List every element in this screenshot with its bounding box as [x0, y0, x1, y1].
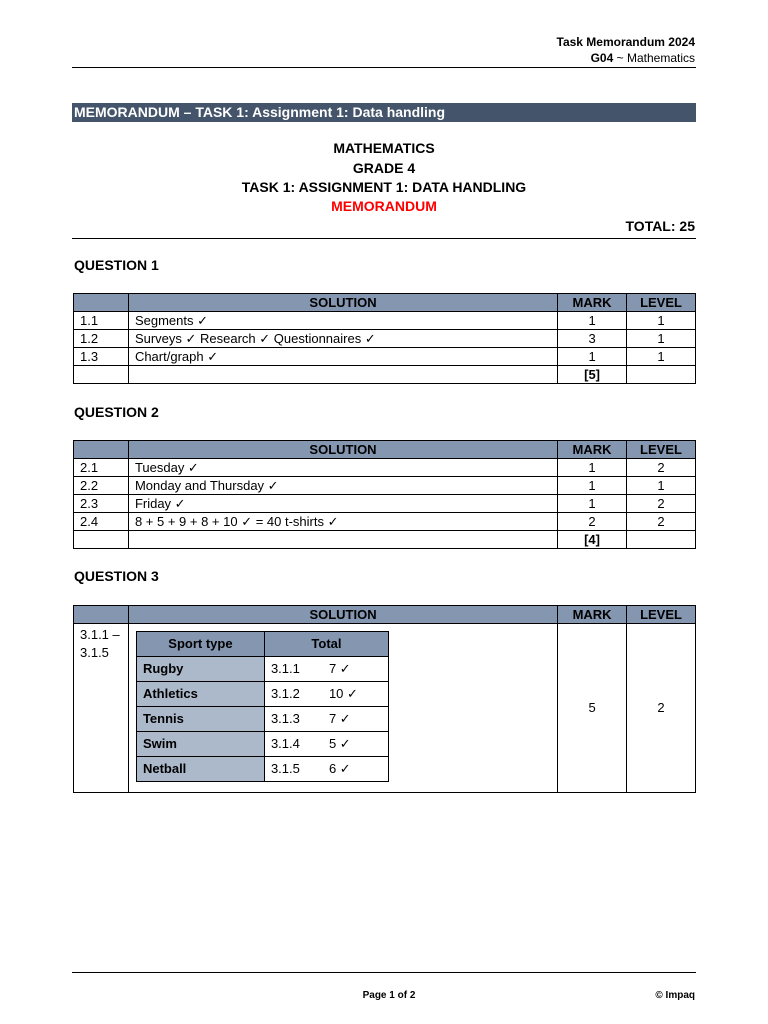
sport-ref: 3.1.1	[270, 661, 300, 676]
solution-header: SOLUTION	[128, 294, 557, 312]
table-header-row	[74, 294, 696, 312]
mark-cell: 1	[558, 459, 627, 477]
sport-name: Athletics	[136, 682, 264, 707]
solution-cell	[128, 624, 557, 793]
mark-cell: 3	[558, 330, 627, 348]
sport-total	[264, 682, 388, 707]
sport-value: 6 ✓	[328, 761, 351, 776]
question-3-title: QUESTION 3	[74, 568, 159, 584]
title-grade: GRADE 4	[352, 160, 416, 176]
title-memorandum: MEMORANDUM	[331, 198, 437, 214]
table-row	[74, 513, 696, 531]
header-subject-name: Mathematics	[626, 51, 695, 65]
solution-cell: Chart/graph ✓	[128, 348, 557, 366]
empty-cell	[74, 531, 129, 549]
empty-cell	[627, 531, 696, 549]
level-header: LEVEL	[627, 294, 696, 312]
empty-cell	[128, 366, 557, 384]
solution-header: SOLUTION	[128, 606, 557, 624]
solution-cell: Segments ✓	[128, 312, 557, 330]
header-subject-code: G04	[590, 51, 614, 65]
page-number: Page 1 of 2	[362, 990, 416, 1001]
solution-cell: Monday and Thursday ✓	[128, 477, 557, 495]
mark-cell: 2	[558, 513, 627, 531]
mark-cell: 1	[558, 495, 627, 513]
total-header: Total	[264, 632, 388, 657]
level-cell: 2	[627, 459, 696, 477]
mark-header: MARK	[558, 441, 627, 459]
level-header: LEVEL	[627, 441, 696, 459]
subtotal-row	[74, 366, 696, 384]
sport-name: Tennis	[136, 707, 264, 732]
sport-name: Netball	[136, 757, 264, 782]
sport-ref: 3.1.3	[270, 711, 300, 726]
question-3-table	[73, 605, 696, 793]
sport-ref: 3.1.5	[270, 761, 300, 776]
question-number-line1: 3.1.1 –	[80, 627, 120, 642]
table-row	[74, 348, 696, 366]
sport-ref: 3.1.4	[270, 736, 300, 751]
solution-header: SOLUTION	[128, 441, 557, 459]
sport-total	[264, 732, 388, 757]
level-cell: 1	[627, 330, 696, 348]
sport-ref: 3.1.2	[270, 686, 300, 701]
sport-name: Swim	[136, 732, 264, 757]
level-cell: 2	[627, 624, 696, 793]
total-marks: TOTAL: 25	[625, 218, 695, 234]
sport-row	[136, 757, 388, 782]
level-header: LEVEL	[627, 606, 696, 624]
table-row	[74, 459, 696, 477]
sport-value: 7 ✓	[328, 661, 351, 676]
header-title: Task Memorandum 2024	[556, 35, 695, 49]
subtotal-row	[74, 531, 696, 549]
question-number: 2.3	[74, 495, 129, 513]
sport-total	[264, 657, 388, 682]
header-subject-sep: ~	[613, 51, 627, 65]
table-row	[74, 495, 696, 513]
inner-header-row	[136, 632, 388, 657]
sport-row	[136, 657, 388, 682]
table-row	[74, 477, 696, 495]
sport-value: 7 ✓	[328, 711, 351, 726]
question-number: 1.2	[74, 330, 129, 348]
level-cell: 2	[627, 513, 696, 531]
table-row	[74, 312, 696, 330]
sport-value: 5 ✓	[328, 736, 351, 751]
mark-header: MARK	[558, 606, 627, 624]
subtotal-cell: [5]	[558, 366, 627, 384]
solution-cell: Friday ✓	[128, 495, 557, 513]
question-number-line2: 3.1.5	[80, 645, 109, 660]
mark-header: MARK	[558, 294, 627, 312]
level-cell: 1	[627, 348, 696, 366]
empty-cell	[74, 366, 129, 384]
sport-total	[264, 757, 388, 782]
sport-row	[136, 732, 388, 757]
question-1-title: QUESTION 1	[74, 257, 159, 273]
title-divider	[72, 238, 696, 239]
mark-cell: 1	[558, 477, 627, 495]
question-1-table	[73, 293, 696, 384]
num-header	[74, 606, 129, 624]
level-cell: 2	[627, 495, 696, 513]
sport-total	[264, 707, 388, 732]
question-number: 1.3	[74, 348, 129, 366]
copyright: © Impaq	[655, 990, 695, 1001]
level-cell: 1	[627, 312, 696, 330]
table-row	[74, 624, 696, 793]
solution-cell: 8 + 5 + 9 + 8 + 10 ✓ = 40 t-shirts ✓	[128, 513, 557, 531]
num-header	[74, 294, 129, 312]
question-number: 2.1	[74, 459, 129, 477]
doc-header	[557, 34, 696, 66]
table-header-row	[74, 441, 696, 459]
sport-name: Rugby	[136, 657, 264, 682]
question-number: 1.1	[74, 312, 129, 330]
mark-cell: 1	[558, 348, 627, 366]
num-header	[74, 441, 129, 459]
question-number: 2.2	[74, 477, 129, 495]
table-row	[74, 330, 696, 348]
question-2-title: QUESTION 2	[74, 404, 159, 420]
question-number: 2.4	[74, 513, 129, 531]
empty-cell	[128, 531, 557, 549]
table-header-row	[74, 606, 696, 624]
mark-cell: 5	[558, 624, 627, 793]
question-number	[74, 624, 129, 793]
empty-cell	[627, 366, 696, 384]
sport-totals-table	[136, 631, 389, 782]
solution-cell: Tuesday ✓	[128, 459, 557, 477]
footer-divider	[72, 972, 696, 973]
sport-row	[136, 682, 388, 707]
subtotal-cell: [4]	[558, 531, 627, 549]
title-task: TASK 1: ASSIGNMENT 1: DATA HANDLING	[241, 179, 527, 195]
sport-type-header: Sport type	[136, 632, 264, 657]
section-banner: MEMORANDUM – TASK 1: Assignment 1: Data handling	[72, 103, 696, 122]
solution-cell: Surveys ✓ Research ✓ Questionnaires ✓	[128, 330, 557, 348]
header-subject	[557, 50, 696, 66]
sport-value: 10 ✓	[328, 686, 358, 701]
question-2-table	[73, 440, 696, 549]
mark-cell: 1	[558, 312, 627, 330]
title-subject: MATHEMATICS	[333, 140, 435, 156]
sport-row	[136, 707, 388, 732]
header-divider	[72, 67, 696, 68]
level-cell: 1	[627, 477, 696, 495]
